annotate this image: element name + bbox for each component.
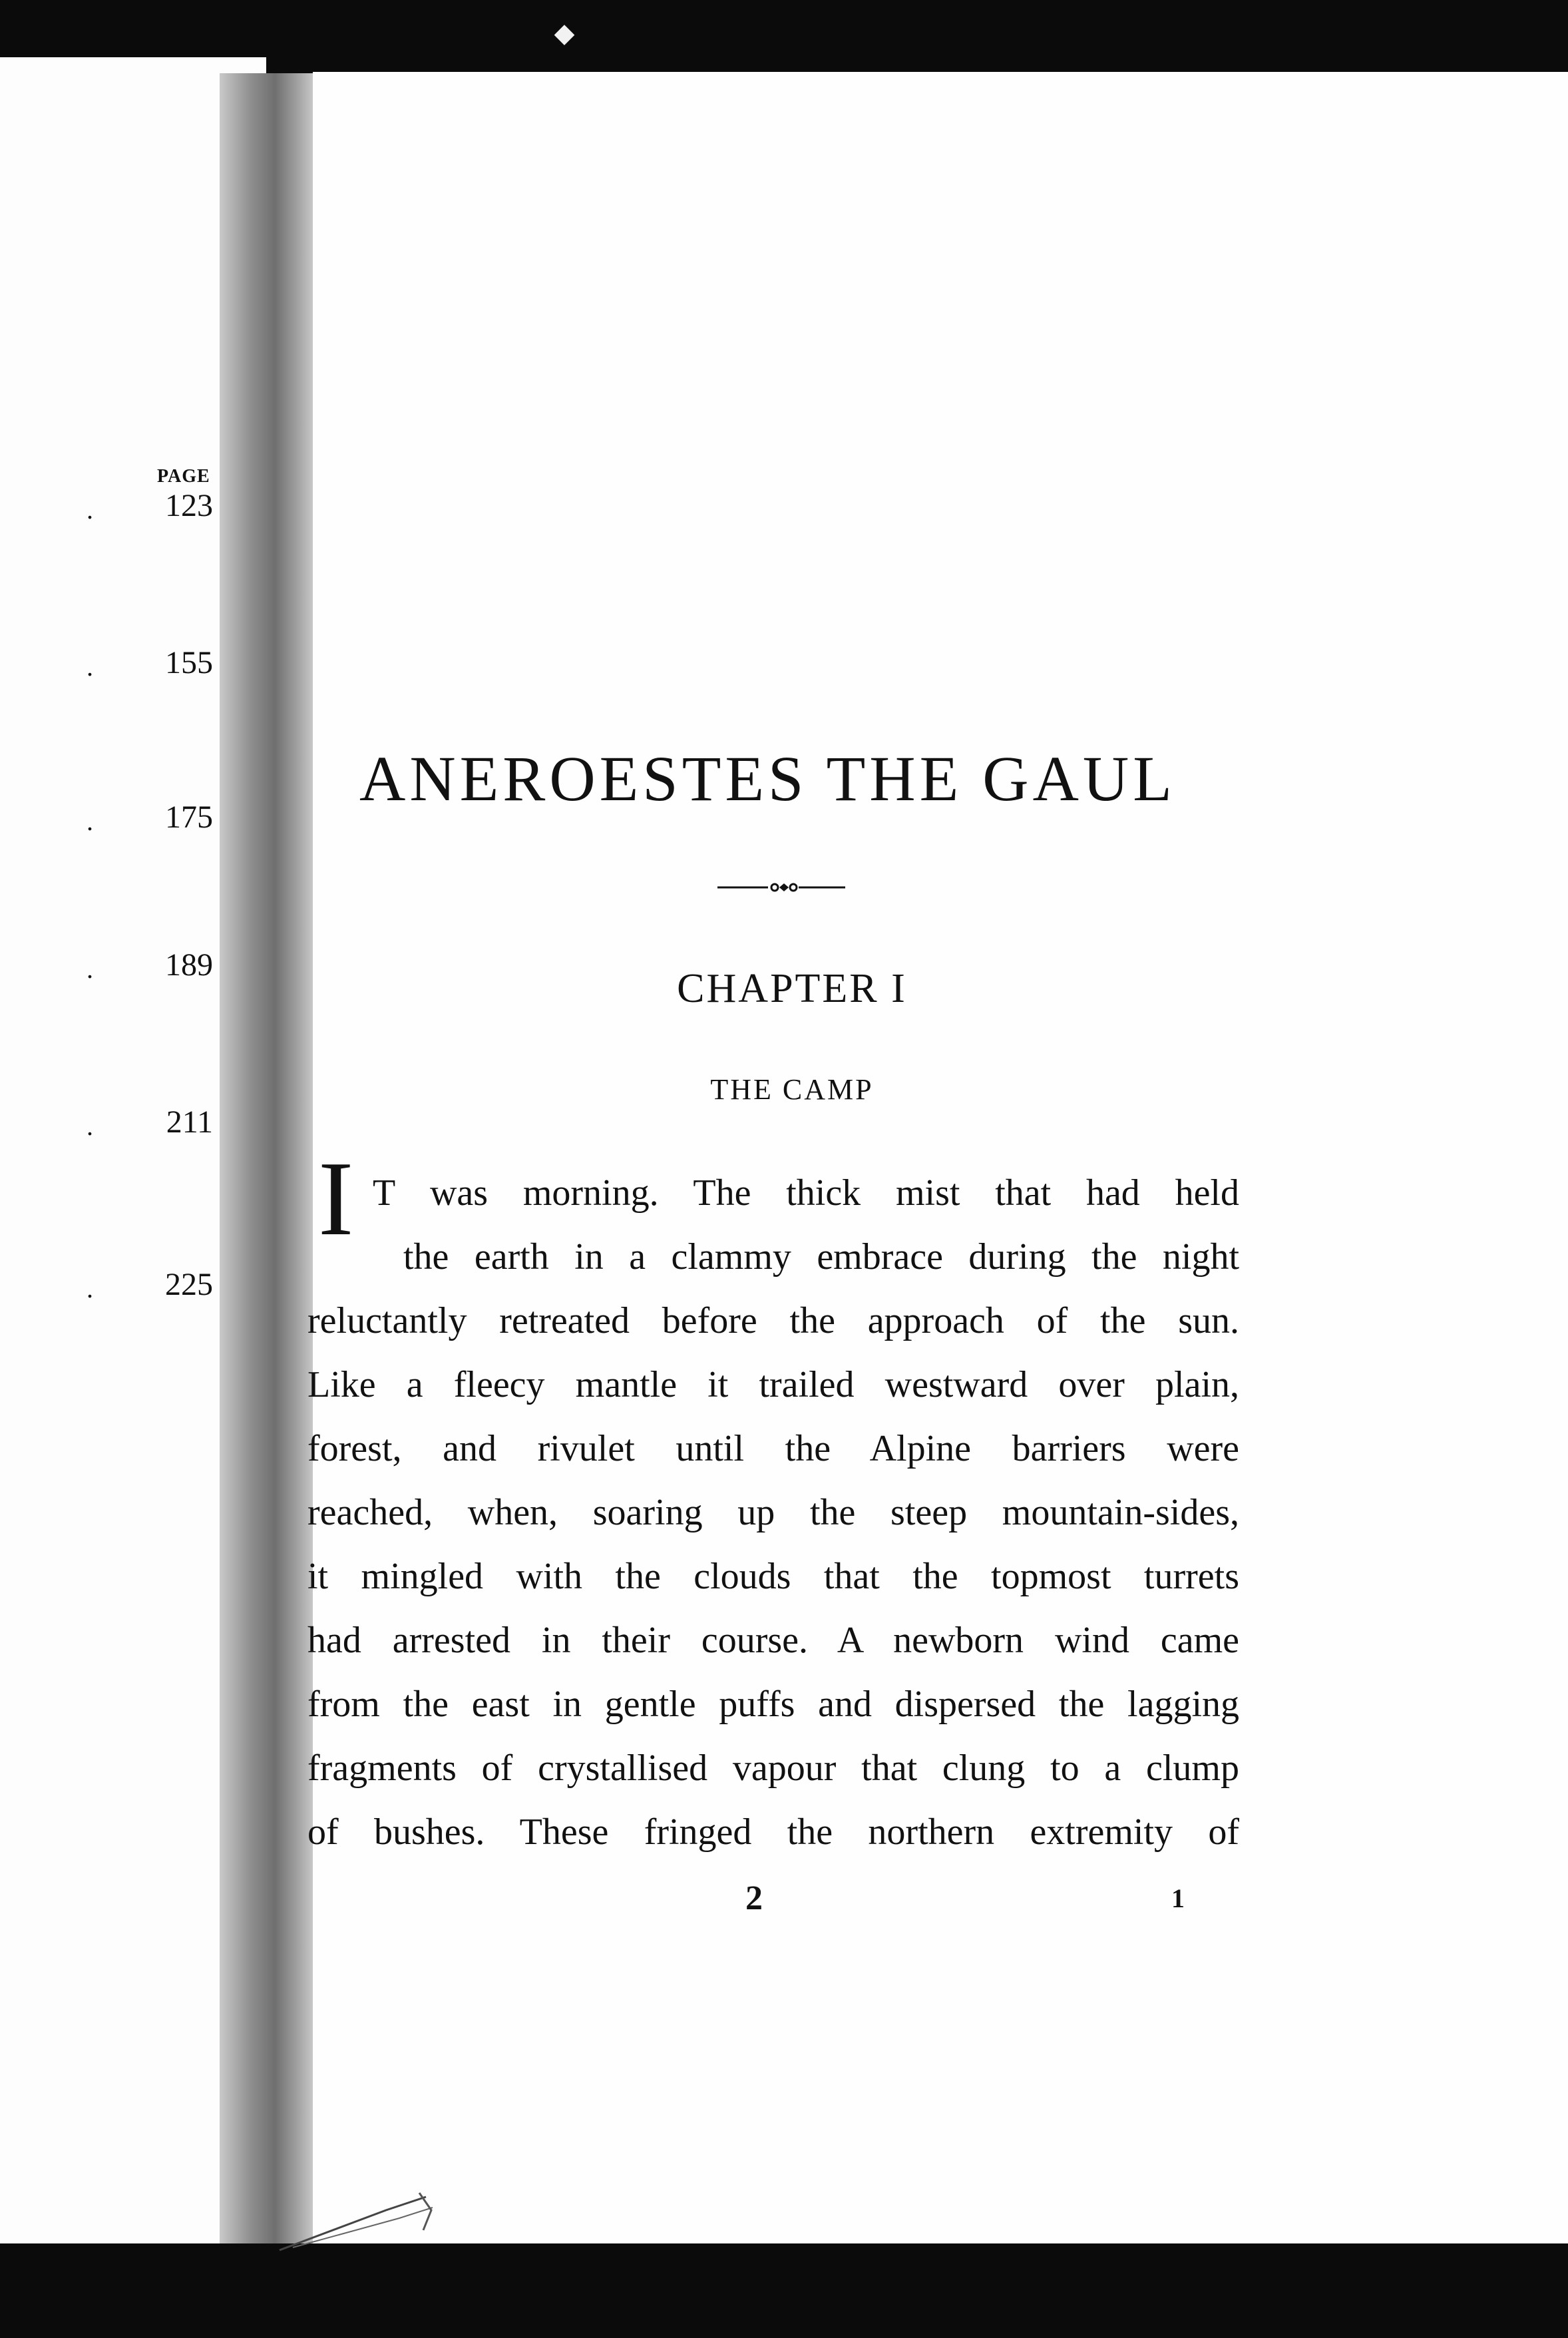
toc-page-number: 155 [165,645,213,680]
chapter-heading: CHAPTER I [677,966,907,1011]
paragraph-line: had arrested in their course. A newborn wind came [307,1620,1239,1661]
paragraph-line: reached, when, soaring up the steep mountain-sides, [307,1492,1239,1533]
paragraph-line: fragments of crystallised vapour that clung to a clump [307,1748,1239,1789]
paragraph-line: of bushes. These fringed the northern extremity of [307,1811,1239,1853]
paragraph-line: reluctantly retreated before the approach of the sun. [307,1300,1239,1341]
toc-entry [87,643,226,683]
toc-page-number: 211 [166,1104,213,1140]
signature-mark: 2 [745,1879,763,1917]
paragraph-line: it mingled with the clouds that the topmost turrets [307,1556,1239,1597]
toc-entry [87,798,226,837]
paragraph-line: the earth in a clammy embrace during the night [403,1236,1239,1278]
scan-mark-icon: ◆ [554,18,575,48]
paragraph-line: from the east in gentle puffs and dispersed the lagging [307,1684,1239,1725]
pencil-mark-icon [266,2184,466,2257]
scan-bottom-border [0,2243,1568,2338]
toc-page-header: PAGE [157,466,210,487]
toc-leader-dot: . [87,652,93,682]
toc-page-number: 175 [165,800,213,835]
ornament-divider-icon [715,877,848,897]
paragraph-line: forest, and rivulet until the Alpine barriers were [307,1428,1239,1469]
book-gutter-shadow [220,73,326,2263]
book-title: ANEROESTES THE GAUL [359,743,1176,814]
page-corner-number: 1 [1171,1883,1185,1913]
drop-cap: I [318,1139,354,1258]
toc-entry [87,486,226,526]
toc-page-number: 225 [165,1267,213,1302]
toc-leader-dot: . [87,954,93,984]
toc-leader-dot: . [87,1111,93,1141]
toc-entry [87,1265,226,1305]
toc-leader-dot: . [87,1274,93,1303]
paragraph-line: T was morning. The thick mist that had held [373,1172,1239,1214]
section-heading: THE CAMP [710,1073,874,1106]
toc-leader-dot: . [87,806,93,836]
toc-entry [87,945,226,985]
paragraph-line: Like a fleecy mantle it trailed westward over plain, [307,1364,1239,1405]
toc-page-number: 123 [165,488,213,523]
toc-entry [87,1102,226,1142]
right-page [313,72,1568,2259]
toc-leader-dot: . [87,495,93,525]
toc-page-number: 189 [165,947,213,983]
